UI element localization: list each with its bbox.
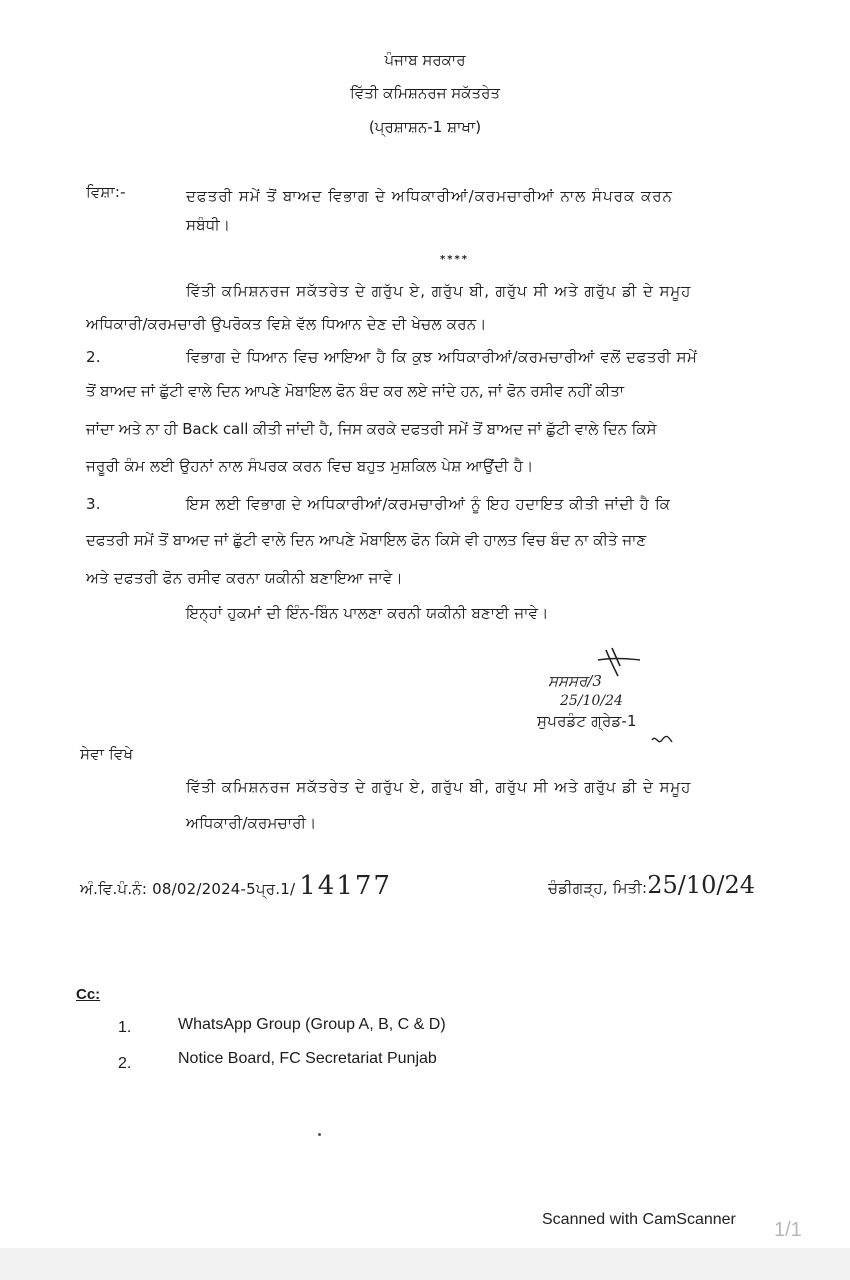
para2-line-1: ਵਿਭਾਗ ਦੇ ਧਿਆਨ ਵਿਚ ਆਇਆ ਹੈ ਕਿ ਕੁਝ ਅਧਿਕਾਰੀਆਂ/ਕਰਮਚਾਰੀਆਂ ਵਲੋਂ ਦਫਤਰੀ ਸਮੇਂ	[186, 348, 698, 366]
scan-speck	[318, 1133, 321, 1136]
subject-line-1: ਦਫਤਰੀ ਸਮੇਂ ਤੋਂ ਬਾਅਦ ਵਿਭਾਗ ਦੇ ਅਧਿਕਾਰੀਆਂ/ਕਰਮਚਾਰੀਆਂ ਨਾਲ ਸੰਪਰਕ ਕਰਨ	[186, 187, 673, 205]
issue-date: 25/10/24	[647, 871, 756, 899]
camscanner-watermark: Scanned with CamScanner	[542, 1211, 736, 1228]
small-initial-mark	[650, 732, 674, 752]
para2-number: 2.	[86, 348, 101, 366]
para1-line-2: ਅਧਿਕਾਰੀ/ਕਰਮਚਾਰੀ ਉਪਰੋਕਤ ਵਿਸ਼ੇ ਵੱਲ ਧਿਆਨ ਦੇਣ ਦੀ ਖੇਚਲ ਕਰਨ।	[86, 315, 487, 333]
signature-date: 25/10/24	[560, 693, 623, 709]
para3-line-2: ਦਫਤਰੀ ਸਮੇਂ ਤੋਂ ਬਾਅਦ ਜਾਂ ਛੁੱਟੀ ਵਾਲੇ ਦਿਨ ਆਪਣੇ ਮੋਬਾਇਲ ਫੋਨ ਕਿਸੇ ਵੀ ਹਾਲਤ ਵਿਚ ਬੰਦ ਨਾ ਕੀਤੇ ਜਾਣ	[86, 531, 647, 549]
para3-line-1: ਇਸ ਲਈ ਵਿਭਾਗ ਦੇ ਅਧਿਕਾਰੀਆਂ/ਕਰਮਚਾਰੀਆਂ ਨੂੰ ਇਹ ਹਦਾਇਤ ਕੀਤੀ ਜਾਂਦੀ ਹੈ ਕਿ	[186, 495, 671, 513]
cc-item-2-number: 2.	[118, 1055, 132, 1072]
signatory-designation: ਸੁਪਰਡੰਟ ਗ੍ਰੇਡ-1	[537, 712, 637, 730]
section-separator: ****	[440, 254, 469, 265]
cc-item-1-number: 1.	[118, 1019, 132, 1036]
initial-scribble-icon	[650, 732, 674, 748]
place-and-date	[548, 871, 755, 899]
para4-line-1: ਇਨ੍ਹਾਂ ਹੁਕਮਾਂ ਦੀ ਇੰਨ-ਬਿੰਨ ਪਾਲਣਾ ਕਰਨੀ ਯਕੀਨੀ ਬਣਾਈ ਜਾਵੇ।	[186, 604, 549, 622]
addressee-label: ਸੇਵਾ ਵਿਖੇ	[80, 745, 134, 763]
signature-initials: ਸਸਸਰ/3	[548, 672, 602, 690]
subject-line-2: ਸਬੰਧੀ।	[186, 216, 231, 234]
viewer-bottom-bar	[0, 1248, 850, 1280]
page-indicator: 1/1	[774, 1219, 802, 1241]
cc-label: Cc:	[76, 986, 101, 1003]
header-department: ਵਿੱਤੀ ਕਮਿਸ਼ਨਰਜ ਸਕੱਤਰੇਤ	[350, 84, 500, 102]
para3-number: 3.	[86, 495, 101, 513]
endorsement-number: 14177	[299, 871, 392, 901]
para2-line-3: ਜਾਂਦਾ ਅਤੇ ਨਾ ਹੀ Back call ਕੀਤੀ ਜਾਂਦੀ ਹੈ, ਜਿਸ ਕਰਕੇ ਦਫਤਰੀ ਸਮੇਂ ਤੋਂ ਬਾਅਦ ਜਾਂ ਛੁੱਟੀ ਵਾਲੇ ਦਿਨ ਕਿਸੇ	[86, 420, 657, 438]
addressee-line-1: ਵਿੱਤੀ ਕਮਿਸ਼ਨਰਜ ਸਕੱਤਰੇਤ ਦੇ ਗਰੁੱਪ ਏ, ਗਰੁੱਪ ਬੀ, ਗਰੁੱਪ ਸੀ ਅਤੇ ਗਰੁੱਪ ਡੀ ਦੇ ਸਮੂਹ	[186, 778, 692, 796]
header-government: ਪੰਜਾਬ ਸਰਕਾਰ	[384, 51, 466, 69]
para2-line-4: ਜਰੂਰੀ ਕੰਮ ਲਈ ਉਹਨਾਂ ਨਾਲ ਸੰਪਰਕ ਕਰਨ ਵਿਚ ਬਹੁਤ ਮੁਸ਼ਕਿਲ ਪੇਸ਼ ਆਉਂਦੀ ਹੈ।	[86, 457, 534, 475]
endorsement-reference	[80, 871, 392, 901]
addressee-line-2: ਅਧਿਕਾਰੀ/ਕਰਮਚਾਰੀ।	[186, 814, 317, 832]
subject-label: ਵਿਸ਼ਾ:-	[86, 183, 126, 201]
para1-line-1: ਵਿੱਤੀ ਕਮਿਸ਼ਨਰਜ ਸਕੱਤਰੇਤ ਦੇ ਗਰੁੱਪ ਏ, ਗਰੁੱਪ ਬੀ, ਗਰੁੱਪ ਸੀ ਅਤੇ ਗਰੁੱਪ ਡੀ ਦੇ ਸਮੂਹ	[186, 282, 692, 300]
para2-line-2: ਤੋਂ ਬਾਅਦ ਜਾਂ ਛੁੱਟੀ ਵਾਲੇ ਦਿਨ ਆਪਣੇ ਮੋਬਾਇਲ ਫੋਨ ਬੰਦ ਕਰ ਲਏ ਜਾਂਦੇ ਹਨ, ਜਾਂ ਫੋਨ ਰਸੀਵ ਨਹੀਂ ਕੀਤਾ	[86, 382, 624, 400]
cc-item-1-text: WhatsApp Group (Group A, B, C & D)	[178, 1016, 446, 1033]
para3-line-3: ਅਤੇ ਦਫਤਰੀ ਫੋਨ ਰਸੀਵ ਕਰਨਾ ਯਕੀਨੀ ਬਣਾਇਆ ਜਾਵੇ।	[86, 569, 403, 587]
place-date-prefix: ਚੰਡੀਗੜ੍ਹ, ਮਿਤੀ:	[548, 879, 648, 897]
endorsement-prefix: ਅੰ.ਵਿ.ਪੰ.ਨੰ: 08/02/2024-5ਪ੍ਰ.1/	[80, 880, 296, 898]
cc-item-2-text: Notice Board, FC Secretariat Punjab	[178, 1050, 437, 1067]
header-branch: (ਪ੍ਰਸ਼ਾਸ਼ਨ-1 ਸ਼ਾਖਾ)	[368, 118, 482, 136]
